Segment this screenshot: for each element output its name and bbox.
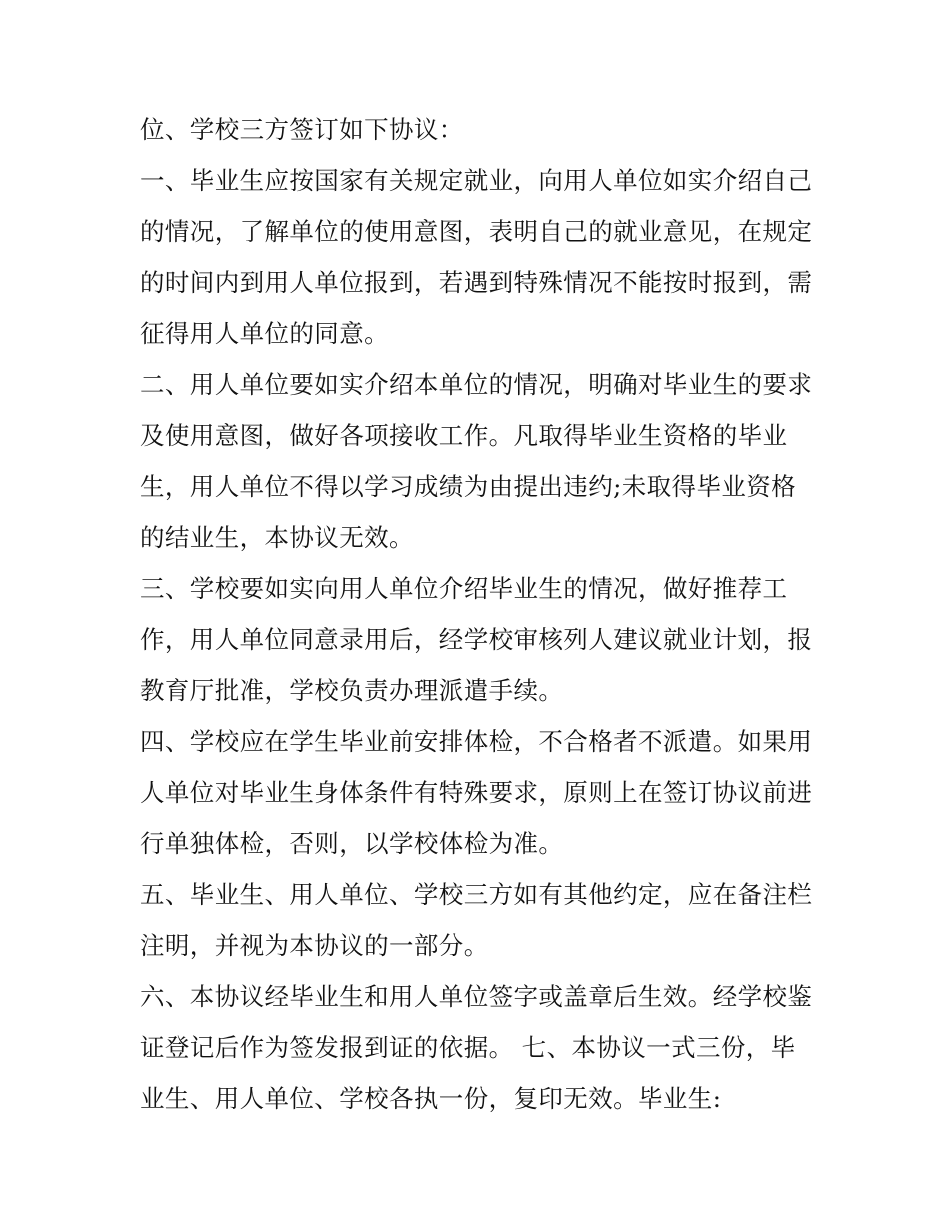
text-line: 六、本协议经毕业生和用人单位签字或盖章后生效。经学校鉴 bbox=[140, 982, 813, 1011]
text-line: 及使用意图，做好各项接收工作。凡取得毕业生资格的毕业 bbox=[140, 421, 788, 450]
text-line: 位、学校三方签订如下协议： bbox=[140, 115, 464, 144]
text-line: 生，用人单位不得以学习成绩为由提出违约;未取得毕业资格 bbox=[140, 472, 797, 501]
text-line: 三、学校要如实向用人单位介绍毕业生的情况，做好推荐工 bbox=[140, 574, 788, 603]
text-line: 的情况，了解单位的使用意图，表明自己的就业意见，在规定 bbox=[140, 217, 813, 246]
text-line: 教育厅批准，学校负责办理派遣手续。 bbox=[140, 676, 564, 705]
text-line: 的时间内到用人单位报到，若遇到特殊情况不能按时报到，需 bbox=[140, 268, 813, 297]
document-body bbox=[140, 104, 820, 1124]
text-line: 人单位对毕业生身体条件有特殊要求，原则上在签订协议前进 bbox=[140, 778, 813, 807]
text-line: 注明，并视为本协议的一部分。 bbox=[140, 931, 489, 960]
text-line: 二、用人单位要如实介绍本单位的情况，明确对毕业生的要求 bbox=[140, 370, 813, 399]
text-line: 的结业生，本协议无效。 bbox=[140, 523, 414, 552]
text-line: 证登记后作为签发报到证的依据。 七、本协议一式三份，毕 bbox=[140, 1033, 796, 1062]
text-line: 业生、用人单位、学校各执一份，复印无效。毕业生: bbox=[140, 1084, 722, 1113]
text-line: 行单独体检，否则，以学校体检为准。 bbox=[140, 829, 564, 858]
text-line: 征得用人单位的同意。 bbox=[140, 319, 389, 348]
text-line: 五、毕业生、用人单位、学校三方如有其他约定，应在备注栏 bbox=[140, 880, 813, 909]
text-line: 作，用人单位同意录用后，经学校审核列人建议就业计划，报 bbox=[140, 625, 813, 654]
text-line: 四、学校应在学生毕业前安排体检，不合格者不派遣。如果用 bbox=[140, 727, 813, 756]
text-line: 一、毕业生应按国家有关规定就业，向用人单位如实介绍自己 bbox=[140, 166, 813, 195]
